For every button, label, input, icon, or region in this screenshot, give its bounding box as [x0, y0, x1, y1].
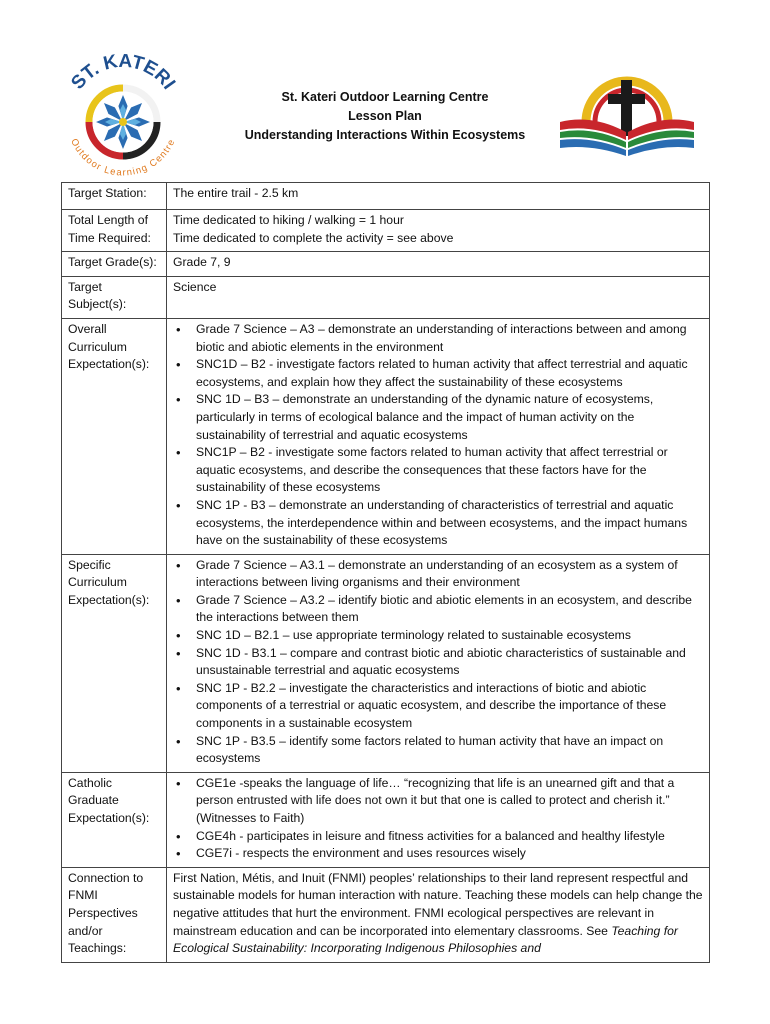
hiking-time-line: Time dedicated to hiking / walking = 1 hour: [173, 213, 404, 227]
specific-expectations-list: [173, 557, 703, 768]
table-row: [62, 276, 710, 318]
list-item: • SNC 1P - B3.5 – identify some factors related to human activity that have an impact on ecosystems: [196, 733, 703, 768]
target-grades-label: Target Grade(s):: [62, 252, 167, 277]
target-subjects-value: Science: [167, 276, 710, 318]
lesson-plan-table: [61, 182, 710, 963]
specific-expectations-value: [167, 554, 710, 772]
lesson-title: Understanding Interactions Within Ecosystems: [244, 128, 526, 142]
catholic-expectations-value: [167, 772, 710, 867]
list-item: • CGE1e -speaks the language of life… “recognizing that life is an unearned gift and that a person entrusted with life does not own it but that one is called to protect and cherish it.” (Witnesses to Faith): [196, 775, 703, 828]
table-row: [62, 252, 710, 277]
time-required-value: [167, 210, 710, 252]
st-kateri-logo: [58, 48, 188, 178]
fnmi-connection-text: First Nation, Métis, and Inuit (FNMI) peoples’ relationships to their land represent respectful and sustainable models for human interaction with nature. Teaching these models can help change the negative attitudes that hurt the environment. FNMI ecological perspectives are relevant in mainstream education and can be incorporated into elementary classrooms. See: [173, 870, 703, 938]
list-item: • SNC 1P - B2.2 – investigate the characteristics and interactions of biotic and abiotic components of a terrestrial or aquatic ecosystem, and describe the importance of these components in a sustainable ecosystem: [196, 680, 703, 733]
catholic-expectations-label: Catholic Graduate Expectation(s):: [62, 772, 167, 867]
list-item: • SNC 1D – B2.1 – use appropriate terminology related to sustainable ecosystems: [196, 627, 703, 645]
document-type: Lesson Plan: [348, 109, 422, 123]
list-item: • Grade 7 Science – A3.2 – identify biotic and abiotic elements in an ecosystem, and describe the interactions between them: [196, 592, 703, 627]
table-row: [62, 772, 710, 867]
organization-name: St. Kateri Outdoor Learning Centre: [281, 90, 489, 104]
specific-expectations-label: Specific Curriculum Expectation(s):: [62, 554, 167, 772]
target-subjects-label: Target Subject(s):: [62, 276, 167, 318]
target-grades-value: Grade 7, 9: [167, 252, 710, 277]
time-required-label: Total Length of Time Required:: [62, 210, 167, 252]
list-item: • SNC 1D – B3 – demonstrate an understanding of the dynamic nature of ecosystems, particularly in terms of ecological balance and the impact of human activity on the sustainability of terrestrial and aquatic ecosystems: [196, 391, 703, 444]
logo-subtitle-text: Outdoor Learning Centre: [68, 136, 178, 178]
catholic-expectations-list: [173, 775, 703, 863]
list-item: • CGE4h - participates in leisure and fitness activities for a balanced and healthy lifestyle: [196, 828, 703, 846]
list-item: • SNC1D – B2 - investigate factors related to human activity that affect terrestrial and aquatic ecosystems, and explain how they affect the sustainability of these ecosystems: [196, 356, 703, 391]
overall-expectations-list: [173, 321, 703, 550]
fnmi-connection-value: [167, 867, 710, 962]
overall-expectations-label: Overall Curriculum Expectation(s):: [62, 318, 167, 554]
table-row: [62, 867, 710, 962]
list-item: • Grade 7 Science – A3.1 – demonstrate an understanding of an ecosystem as a system of interactions between living organisms and their environment: [196, 557, 703, 592]
target-station-value: The entire trail - 2.5 km: [167, 183, 710, 210]
table-row: [62, 210, 710, 252]
list-item: • Grade 7 Science – A3 – demonstrate an understanding of interactions between and among biotic and abiotic elements in the environment: [196, 321, 703, 356]
target-station-label: Target Station:: [62, 183, 167, 210]
document-title-block: [230, 88, 540, 145]
list-item: • SNC 1P - B3 – demonstrate an understanding of characteristics of terrestrial and aquatic ecosystems, the interdependence within and between ecosystems, and the impact humans have on the sustainability of these ecosystems: [196, 497, 703, 550]
document-header: [0, 0, 770, 180]
list-item: • CGE7i - respects the environment and uses resources wisely: [196, 845, 703, 863]
activity-time-line: Time dedicated to complete the activity = see above: [173, 230, 454, 245]
list-item: • SNC 1D - B3.1 – compare and contrast biotic and abiotic characteristics of sustainable and unsustainable terrestrial and aquatic ecosystems: [196, 645, 703, 680]
overall-expectations-value: [167, 318, 710, 554]
table-row: [62, 183, 710, 210]
table-row: [62, 318, 710, 554]
cross-sunrise-logo: [558, 70, 696, 160]
fnmi-connection-label: Connection to FNMI Perspectives and/or Teachings:: [62, 867, 167, 962]
logo-title-text: ST. KATERI: [67, 50, 180, 94]
fnmi-reference-title: Teaching for Ecological Sustainability: Incorporating Indigenous Philosophies and: [173, 923, 678, 956]
list-item: • SNC1P – B2 - investigate some factors related to human activity that affect terrestrial or aquatic ecosystems, and describe the consequences that these factors have for the sustainability of these ecosystems: [196, 444, 703, 497]
table-row: [62, 554, 710, 772]
